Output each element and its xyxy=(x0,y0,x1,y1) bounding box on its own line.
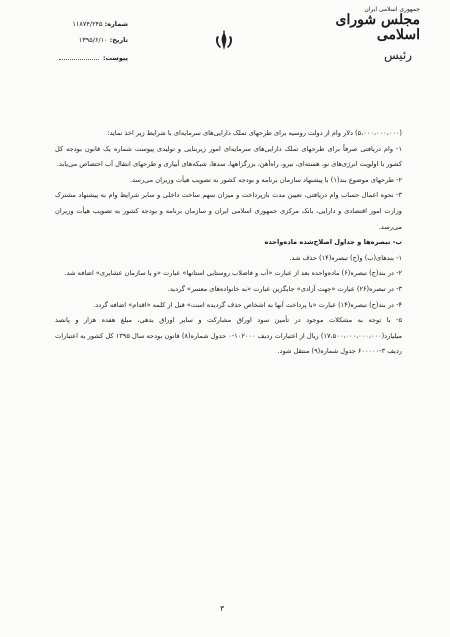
item-5: ۵- با توجه به مشکلات موجود در تأمین سود اوراق مشارکت و سایر اوراق بدهی، مبلغ هفده هزار و پانصد میلیارد(۱۷،۵۰۰،۰۰۰،۰۰۰،۰۰۰) ریال از اعتبارات ردیف ۱۰۲۰۰۰-۰ جدول شماره(۸) قانون بودجه سال ۱۳۹۵ کل کشور به اعتبارات ردیف ۳-۶۰۰۰۰۰ جدول شماره(۹) منتقل شود. xyxy=(55,316,402,356)
item-2: ۲- در بند(ج) تبصره(۶) ماده‌واحده بعد از عبارت «آب و فاضلاب روستایی استانها» عبارت «و یا سازمان عشایری» اضافه شد. xyxy=(64,269,402,278)
paragraph-4: ۳- نحوه اعمال حساب وام دریافتی، تعیین مدت بازپرداخت و میزان سهم ساخت داخلی و سایر شرایط وام به پیشنهاد مشترک وزارت امور اقتصادی و دارایی، بانک مرکزی جمهوری اسلامی ایران و سازمان برنامه و بودجه کشور به تصویب هیأت وزیران می‌رسد. xyxy=(55,191,402,231)
item-1: ۱- بندهای(ب) و(ح) تبصره(۱۴) حذف شد. xyxy=(289,253,402,262)
date-value: ۱۳۹۵/۶/۱۰ xyxy=(78,36,108,44)
letter-attachment xyxy=(57,54,128,62)
attachment-label: پیوست: xyxy=(102,54,128,62)
org-small-text: جمهوری اسلامی ایران xyxy=(364,6,420,13)
islamic-republic-emblem-icon xyxy=(211,30,237,52)
attachment-blank xyxy=(59,59,99,60)
org-name: مجلس شورای اسلامی xyxy=(335,12,420,44)
item-3: ۳- در تبصره(۲۶) عبارت «جهت آزادی» جایگزین عبارت «به خانواده‌های معسر» گردید. xyxy=(167,284,402,293)
paragraph-2: ۱- وام دریافتی صرفاً برای طرحهای تملک دارایی‌های سرمایه‌ای امور زیربنایی و تولیدی پیوست شماره یک قانون بودجه کل کشور با اولویت انرژی‌های نو، هسته‌ای، نیرو، راه‌آهن، بزرگراهها، سدها، شبکه‌های آبیاری و طرحهای انتقال آب اختصاص می‌یابد. xyxy=(55,144,402,169)
section-heading: ب- تبصره‌ها و جداول اصلاح‌شده ماده‌واحده xyxy=(264,238,402,247)
page-number: ۳ xyxy=(220,604,225,613)
paragraph-1: (۵،۰۰۰،۰۰۰،۰۰۰) دلار وام از دولت روسیه برای طرحهای تملک دارایی‌های سرمایه‌ای با شرایط زیر اخذ نماید: xyxy=(107,129,402,137)
org-chief-title: رئیس xyxy=(383,47,412,62)
letter-number xyxy=(72,20,128,28)
date-label: تاریخ: xyxy=(109,36,128,44)
parliament-logo xyxy=(320,6,420,62)
item-4: ۴- در بند(ح) تبصره(۱۴) عبارت «با پرداخت آنها به اشخاص حذف گردیده است» قبل از کلمه «اقدام» اضافه گردد. xyxy=(93,300,402,309)
letter-date xyxy=(79,36,128,44)
letter-body xyxy=(55,126,402,360)
number-value: ۱۱۸۷۴/۲۴۵ xyxy=(72,20,103,28)
number-label: شماره: xyxy=(104,20,128,28)
paragraph-3: ۲- طرحهای موضوع بند(۱) با پیشنهاد سازمان برنامه و بودجه کشور به تصویب هیأت وزیران می‌رسد. xyxy=(129,175,402,184)
